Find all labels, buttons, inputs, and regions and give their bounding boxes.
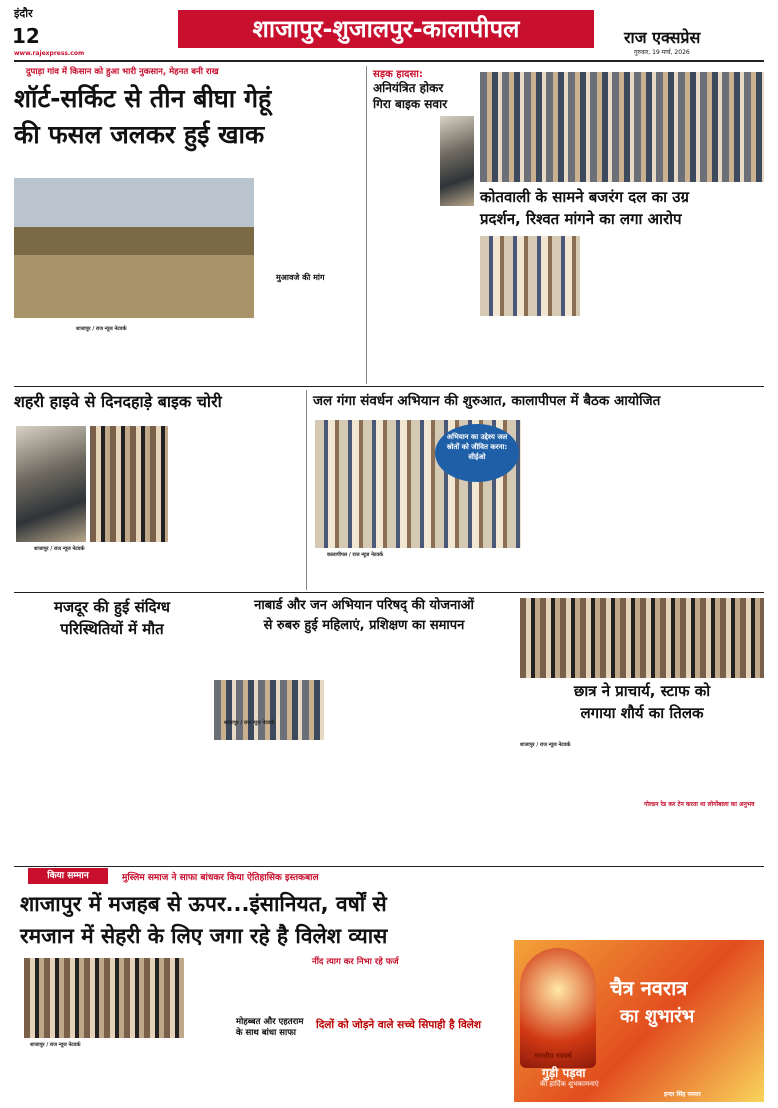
brand-name: राज एक्सप्रेस	[624, 28, 701, 47]
quote-badge: अभियान का उद्देश्य जल स्रोतों को जीवित करना: सीईओ	[435, 424, 519, 482]
side-kicker: नींद त्याग कर निभा रहे फर्ज	[312, 957, 399, 967]
photo-students-group	[520, 598, 764, 678]
subhead-line: मोहब्बत और एहतराम	[236, 1017, 304, 1027]
ad-greeting: भारतीय नववर्ष	[534, 1052, 572, 1060]
masthead	[0, 0, 778, 62]
headline: शहरी हाइवे से दिनदहाड़े बाइक चोरी	[14, 392, 222, 411]
article-body	[14, 336, 362, 384]
byline: शाजापुर / राज न्यूज नेटवर्क	[520, 742, 571, 748]
issue-date: गुरुवार, 19 मार्च, 2026	[634, 49, 690, 56]
ad-title: का शुभारंभ	[620, 1006, 695, 1027]
photo-accident	[440, 116, 474, 206]
byline: शाजापुर / राज न्यूज नेटवर्क	[30, 1042, 81, 1048]
story-jal-ganga	[306, 390, 764, 590]
headline-line: प्रदर्शन, रिश्वत मांगने का लगा आरोप	[480, 210, 682, 228]
photo-police-officers	[90, 426, 168, 542]
ad-festival: गुड़ी पड़वा	[542, 1066, 586, 1080]
story-bike-theft	[14, 390, 304, 590]
photo-women-training	[214, 680, 324, 740]
headline-line: परिस्थितियों में मौत	[60, 620, 164, 638]
section-label: किया सम्मान	[28, 868, 108, 884]
story-kicker: मुस्लिम समाज ने साफा बांधकर किया ऐतिहासिक इस्तकबाल	[122, 873, 319, 883]
headline-line: कोतवाली के सामने बजरंग दल का उग्र	[480, 188, 689, 206]
headline-line: मजदूर की हुई संदिग्ध	[53, 598, 171, 616]
byline: शाजापुर / राज न्यूज नेटवर्क	[34, 546, 85, 552]
story-ramzan	[20, 888, 510, 952]
headline-line: शाजापुर में मजहब से ऊपर...इंसानियत, वर्षों से	[20, 892, 387, 916]
photo-police-station	[480, 236, 580, 316]
page-number: 12	[12, 24, 40, 48]
subhead-line: के साथ बांधा साफा	[236, 1028, 296, 1038]
story-student-tilak	[520, 680, 764, 740]
side-headline: दिलों को जोड़ने वाले सच्चे सिपाही है विलेश	[316, 1019, 482, 1031]
headline-line: रमजान में सेहरी के लिए जगा रहे है विलेश व्यास	[20, 924, 388, 948]
edition: इंदौर	[14, 7, 33, 20]
story-kicker: दुपाड़ा गांव में किसान को हुआ भारी नुकसान, मेहनत बनी राख	[26, 67, 219, 77]
ad-wishes: की हार्दिक शुभकामनाएं	[540, 1080, 599, 1088]
masthead-rule	[14, 60, 764, 62]
photo-felicitation	[24, 958, 184, 1038]
story-labourer-death	[14, 596, 210, 640]
headline-line: छात्र ने प्राचार्य, स्टाफ को	[573, 682, 711, 700]
subhead: मुआवजे की मांग	[276, 273, 325, 282]
byline: कालापीपल / राज न्यूज नेटवर्क	[327, 552, 384, 558]
byline: शाजापुर / राज न्यूज नेटवर्क	[224, 720, 275, 726]
article-body	[260, 178, 362, 278]
site-url[interactable]: www.rajexpress.com	[14, 50, 85, 57]
headline: जल गंगा संवर्धन अभियान की शुरुआत, कालापीपल में बैठक आयोजित	[313, 393, 661, 409]
story-crop-fire	[14, 66, 362, 326]
section-rule	[14, 592, 764, 593]
headline-line: गिरा बाइक सवार	[373, 97, 448, 111]
ad-title: चैत्र नवरात्र	[610, 976, 688, 1000]
photo-highway	[16, 426, 86, 542]
headline-line: से रुबरु हुई महिलाएं, प्रशिक्षण का समापन	[263, 618, 465, 633]
deity-portrait	[520, 948, 596, 1068]
photo-burnt-field	[14, 178, 254, 318]
photo-bajrang-dal-protest	[480, 72, 764, 182]
headline-line: अनियंत्रित होकर	[373, 81, 444, 95]
masthead-title: शाजापुर-शुजालपुर-कालापीपल	[178, 10, 594, 48]
headline-line: की फसल जलकर हुई खाक	[14, 120, 265, 149]
byline: शाजापुर / राज न्यूज नेटवर्क	[76, 326, 127, 332]
story-protest	[480, 186, 764, 230]
headline-line: लगाया शौर्य का तिलक	[580, 704, 704, 722]
ad-sponsor: इन्दर सिंह परमार	[664, 1091, 701, 1098]
headline-line: शॉर्ट-सर्किट से तीन बीघा गेहूं	[14, 84, 272, 113]
pull-quote: गोल्डन रेड कर टेन करता था लोगोंबाला का अनुभव	[644, 801, 755, 808]
story-nabard-training	[214, 596, 514, 746]
story-kicker: सड़क हादसा:	[373, 69, 423, 80]
story-bike-accident	[366, 66, 474, 384]
subhead	[236, 1016, 303, 1038]
section-rule	[14, 386, 764, 387]
section-rule	[14, 866, 764, 867]
advertisement[interactable]	[514, 940, 764, 1102]
headline-line: नाबार्ड और जन अभियान परिषद् की योजनाओं	[254, 598, 474, 613]
